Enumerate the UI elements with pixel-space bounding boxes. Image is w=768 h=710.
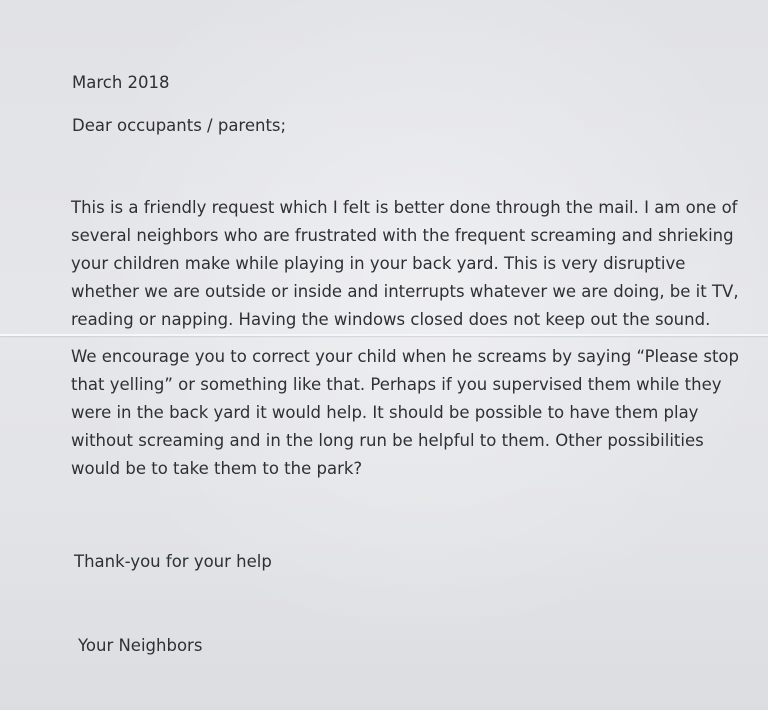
paragraph-line: were in the back yard it would help. It should be possible to have them play	[71, 403, 699, 422]
paragraph-line: We encourage you to correct your child when he screams by saying “Please stop	[71, 347, 740, 366]
paragraph-suggestions	[71, 343, 739, 483]
paragraph-line: without screaming and in the long run be helpful to them. Other possibilities	[71, 431, 704, 450]
letter-closing: Thank-you for your help	[74, 552, 272, 571]
paragraph-line: several neighbors who are frustrated with the frequent screaming and shrieking	[71, 226, 734, 245]
paragraph-request	[71, 194, 739, 334]
paragraph-line: that yelling” or something like that. Perhaps if you supervised them while they	[71, 375, 722, 394]
paragraph-line: This is a friendly request which I felt is better done through the mail. I am one of	[71, 198, 738, 217]
paragraph-line: whether we are outside or inside and interrupts whatever we are doing, be it TV,	[71, 282, 739, 301]
paragraph-line: your children make while playing in your back yard. This is very disruptive	[71, 254, 686, 273]
letter-salutation: Dear occupants / parents;	[72, 116, 287, 135]
paragraph-line: would be to take them to the park?	[71, 459, 363, 478]
paper-fold-line	[0, 334, 768, 336]
letter-signature: Your Neighbors	[78, 636, 203, 655]
paragraph-line: reading or napping. Having the windows closed does not keep out the sound.	[71, 310, 711, 329]
letter-date: March 2018	[72, 73, 170, 92]
